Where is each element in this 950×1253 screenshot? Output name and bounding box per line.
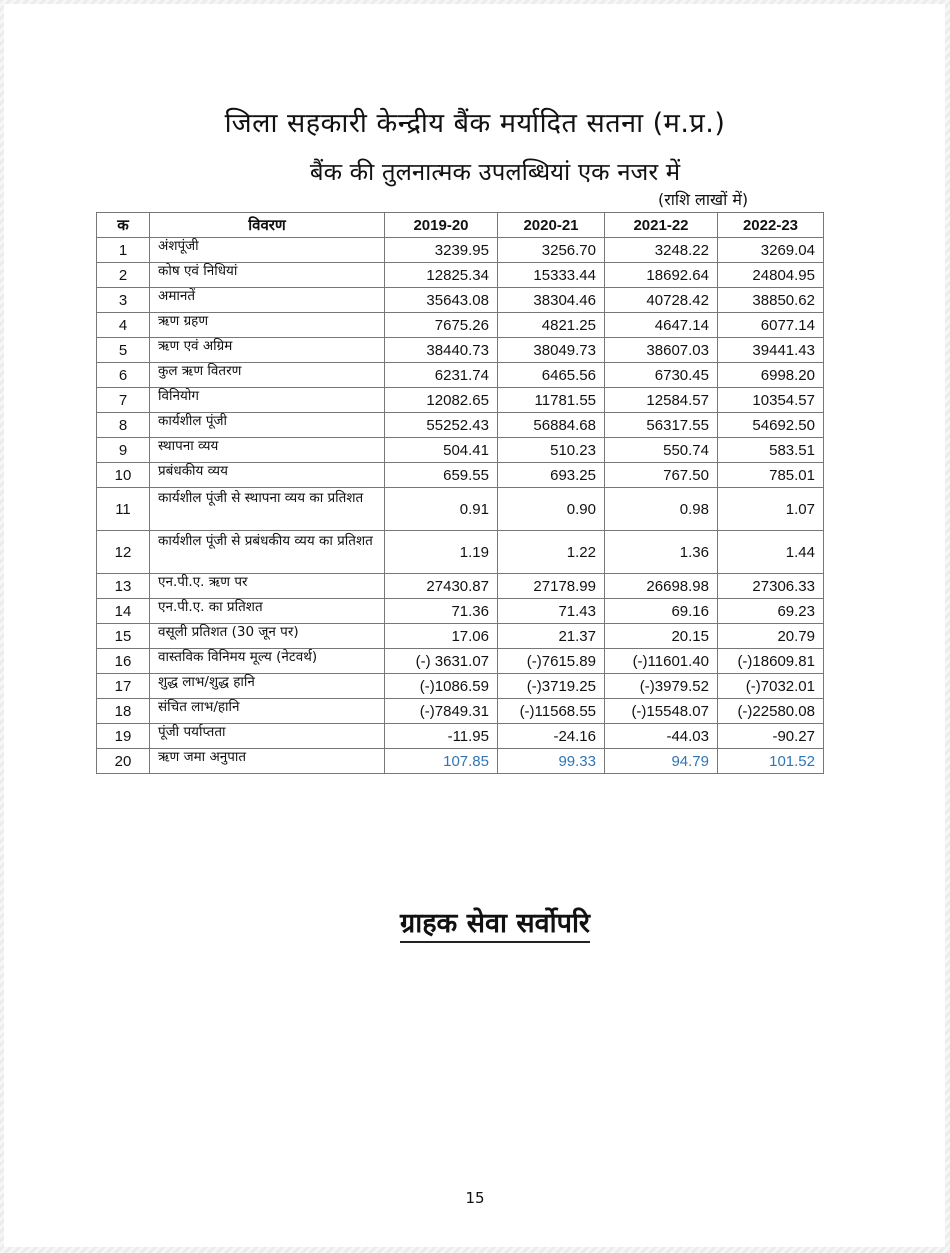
row-serial: 3 <box>97 288 150 313</box>
table-row <box>97 599 824 624</box>
row-value: 54692.50 <box>718 413 824 438</box>
row-value: 693.25 <box>498 463 605 488</box>
row-value: 21.37 <box>498 624 605 649</box>
row-value: 1.36 <box>605 531 718 574</box>
row-value: 7675.26 <box>385 313 498 338</box>
row-value: 15333.44 <box>498 263 605 288</box>
column-header-2020-21: 2020-21 <box>498 213 605 238</box>
row-serial: 10 <box>97 463 150 488</box>
table-row <box>97 531 824 574</box>
column-header-2022-23: 2022-23 <box>718 213 824 238</box>
row-value: 767.50 <box>605 463 718 488</box>
row-value: 11781.55 <box>498 388 605 413</box>
table-row <box>97 724 824 749</box>
row-value: -24.16 <box>498 724 605 749</box>
row-description: अंशपूंजी <box>150 238 385 263</box>
table-header-row <box>97 213 824 238</box>
row-value: 39441.43 <box>718 338 824 363</box>
row-value: 71.43 <box>498 599 605 624</box>
row-description: ऋण जमा अनुपात <box>150 749 385 774</box>
row-value: 20.79 <box>718 624 824 649</box>
table-row <box>97 438 824 463</box>
row-value: 12584.57 <box>605 388 718 413</box>
row-value: -44.03 <box>605 724 718 749</box>
row-value: 56317.55 <box>605 413 718 438</box>
row-description: ऋण ग्रहण <box>150 313 385 338</box>
row-value: 12825.34 <box>385 263 498 288</box>
row-value: 69.23 <box>718 599 824 624</box>
row-value: (-)11568.55 <box>498 699 605 724</box>
table-row <box>97 313 824 338</box>
row-value: 38049.73 <box>498 338 605 363</box>
row-serial: 11 <box>97 488 150 531</box>
row-serial: 6 <box>97 363 150 388</box>
row-description: शुद्ध लाभ/शुद्ध हानि <box>150 674 385 699</box>
unit-note: (राशि लाखों में) <box>658 190 749 209</box>
column-header-2021-22: 2021-22 <box>605 213 718 238</box>
row-serial: 15 <box>97 624 150 649</box>
row-serial: 7 <box>97 388 150 413</box>
row-value: 18692.64 <box>605 263 718 288</box>
row-serial: 2 <box>97 263 150 288</box>
row-value: 550.74 <box>605 438 718 463</box>
row-value: (-)1086.59 <box>385 674 498 699</box>
row-value: 0.90 <box>498 488 605 531</box>
row-value: 38850.62 <box>718 288 824 313</box>
row-description: कार्यशील पूंजी <box>150 413 385 438</box>
row-value: 40728.42 <box>605 288 718 313</box>
table-row <box>97 488 824 531</box>
row-description: ऋण एवं अग्रिम <box>150 338 385 363</box>
page-number: 15 <box>465 1189 485 1207</box>
row-description: एन.पी.ए. ऋण पर <box>150 574 385 599</box>
table-row <box>97 413 824 438</box>
row-value: (-)15548.07 <box>605 699 718 724</box>
comparative-achievements-table <box>96 212 824 774</box>
row-value: (-)7032.01 <box>718 674 824 699</box>
row-value: 99.33 <box>498 749 605 774</box>
row-value: 10354.57 <box>718 388 824 413</box>
row-description: वास्तविक विनिमय मूल्य (नेटवर्थ) <box>150 649 385 674</box>
row-value: 94.79 <box>605 749 718 774</box>
table-row <box>97 288 824 313</box>
row-value: (-)18609.81 <box>718 649 824 674</box>
row-description: कार्यशील पूंजी से प्रबंधकीय व्यय का प्रतिशत <box>150 531 385 574</box>
row-description: पूंजी पर्याप्तता <box>150 724 385 749</box>
row-description: वसूली प्रतिशत (30 जून पर) <box>150 624 385 649</box>
row-serial: 12 <box>97 531 150 574</box>
row-serial: 5 <box>97 338 150 363</box>
row-description: एन.पी.ए. का प्रतिशत <box>150 599 385 624</box>
row-serial: 8 <box>97 413 150 438</box>
row-serial: 9 <box>97 438 150 463</box>
table-row <box>97 624 824 649</box>
table-body <box>97 238 824 774</box>
table-row <box>97 388 824 413</box>
row-description: विनियोग <box>150 388 385 413</box>
page-title: जिला सहकारी केन्द्रीय बैंक मर्यादित सतना (म.प्र.) <box>224 108 726 139</box>
row-value: (-)3719.25 <box>498 674 605 699</box>
table-row <box>97 363 824 388</box>
row-value: -90.27 <box>718 724 824 749</box>
column-header-serial: क <box>97 213 150 238</box>
row-serial: 20 <box>97 749 150 774</box>
table-row <box>97 649 824 674</box>
row-value: (-) 3631.07 <box>385 649 498 674</box>
row-value: 27306.33 <box>718 574 824 599</box>
row-value: 69.16 <box>605 599 718 624</box>
row-serial: 16 <box>97 649 150 674</box>
row-serial: 1 <box>97 238 150 263</box>
row-serial: 18 <box>97 699 150 724</box>
row-value: 27178.99 <box>498 574 605 599</box>
row-value: 26698.98 <box>605 574 718 599</box>
row-value: 510.23 <box>498 438 605 463</box>
row-value: 3248.22 <box>605 238 718 263</box>
row-value: 107.85 <box>385 749 498 774</box>
row-value: (-)11601.40 <box>605 649 718 674</box>
row-value: 27430.87 <box>385 574 498 599</box>
row-serial: 17 <box>97 674 150 699</box>
row-description: कार्यशील पूंजी से स्थापना व्यय का प्रतिशत <box>150 488 385 531</box>
slogan-text: ग्राहक सेवा सर्वोपरि <box>400 908 590 943</box>
row-description: प्रबंधकीय व्यय <box>150 463 385 488</box>
row-value: 659.55 <box>385 463 498 488</box>
row-value: 12082.65 <box>385 388 498 413</box>
row-value: 0.98 <box>605 488 718 531</box>
row-value: 785.01 <box>718 463 824 488</box>
row-value: 56884.68 <box>498 413 605 438</box>
row-value: 6465.56 <box>498 363 605 388</box>
row-value: 71.36 <box>385 599 498 624</box>
row-value: 6077.14 <box>718 313 824 338</box>
row-description: संचित लाभ/हानि <box>150 699 385 724</box>
row-value: 583.51 <box>718 438 824 463</box>
row-value: 4647.14 <box>605 313 718 338</box>
row-value: 3269.04 <box>718 238 824 263</box>
table-row <box>97 238 824 263</box>
row-value: 38440.73 <box>385 338 498 363</box>
row-description: कोष एवं निधियां <box>150 263 385 288</box>
row-description: अमानतें <box>150 288 385 313</box>
row-value: (-)7849.31 <box>385 699 498 724</box>
table-row <box>97 263 824 288</box>
row-value: 38607.03 <box>605 338 718 363</box>
row-value: 38304.46 <box>498 288 605 313</box>
table-row <box>97 338 824 363</box>
row-serial: 13 <box>97 574 150 599</box>
row-value: (-)22580.08 <box>718 699 824 724</box>
row-serial: 19 <box>97 724 150 749</box>
slogan <box>0 903 950 940</box>
row-value: 504.41 <box>385 438 498 463</box>
row-description: कुल ऋण वितरण <box>150 363 385 388</box>
row-value: 6730.45 <box>605 363 718 388</box>
row-value: (-)7615.89 <box>498 649 605 674</box>
row-value: 101.52 <box>718 749 824 774</box>
table-row <box>97 699 824 724</box>
column-header-description: विवरण <box>150 213 385 238</box>
table-row <box>97 574 824 599</box>
row-value: 1.19 <box>385 531 498 574</box>
row-value: 1.07 <box>718 488 824 531</box>
row-value: 0.91 <box>385 488 498 531</box>
table-row <box>97 463 824 488</box>
row-value: 1.44 <box>718 531 824 574</box>
row-value: -11.95 <box>385 724 498 749</box>
row-serial: 4 <box>97 313 150 338</box>
row-value: 1.22 <box>498 531 605 574</box>
row-value: 24804.95 <box>718 263 824 288</box>
page-subtitle: बैंक की तुलनात्मक उपलब्धियां एक नजर में <box>309 158 681 186</box>
row-description: स्थापना व्यय <box>150 438 385 463</box>
row-value: (-)3979.52 <box>605 674 718 699</box>
row-value: 3256.70 <box>498 238 605 263</box>
row-value: 6998.20 <box>718 363 824 388</box>
row-value: 6231.74 <box>385 363 498 388</box>
table-row <box>97 674 824 699</box>
column-header-2019-20: 2019-20 <box>385 213 498 238</box>
table-row <box>97 749 824 774</box>
row-value: 17.06 <box>385 624 498 649</box>
row-value: 55252.43 <box>385 413 498 438</box>
row-value: 4821.25 <box>498 313 605 338</box>
row-value: 20.15 <box>605 624 718 649</box>
row-value: 35643.08 <box>385 288 498 313</box>
row-value: 3239.95 <box>385 238 498 263</box>
row-serial: 14 <box>97 599 150 624</box>
